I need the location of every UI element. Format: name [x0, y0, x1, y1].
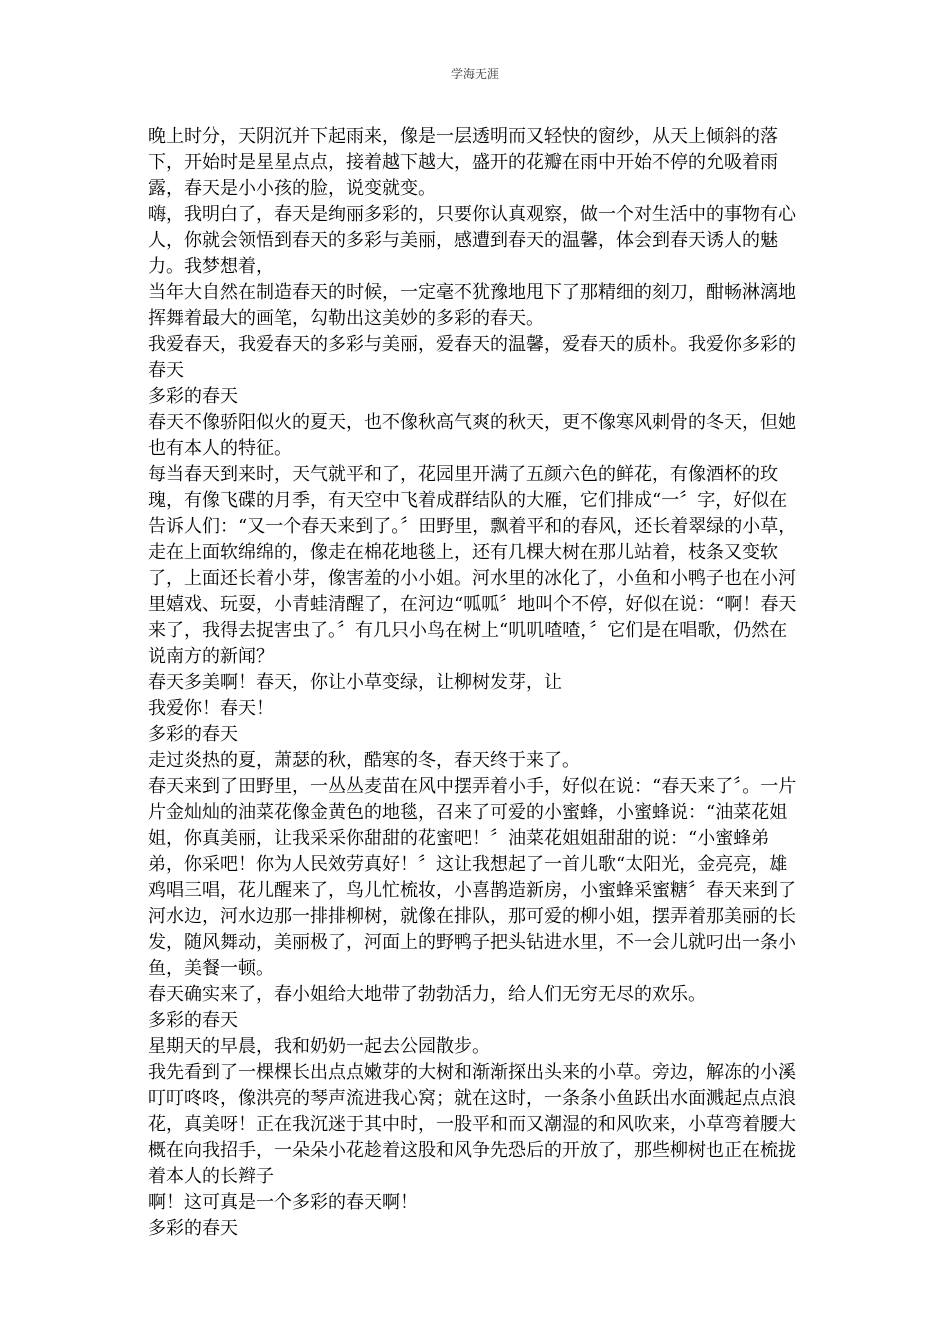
paragraph-nature-painting: 当年大自然在制造春天的时候，一定毫不犹豫地甩下了那精细的刻刀，酣畅淋漓地挥舞着最大的画笔，勾勒出这美妙的多彩的春天。 — [148, 282, 796, 329]
paragraph-exclamation: 啊！这可真是一个多彩的春天啊！ — [148, 1192, 418, 1213]
paragraph-seasons: 春天不像骄阳似火的夏天，也不像秋高气爽的秋天，更不像寒风刺骨的冬天，但她也有本人的特征。 — [148, 412, 796, 459]
paragraph-spring-arrives: 走过炎热的夏，萧瑟的秋，酷寒的冬，春天终于来了。 — [148, 750, 580, 771]
page-header: 学海无涯 — [450, 67, 499, 81]
paragraph-park-scene: 我先看到了一棵棵长出点点嫩芽的大树和渐渐探出头来的小草。旁边，解冻的小溪叮叮咚咚，像洪亮的琴声流进我心窝；就在这时，一条条小鱼跃出水面溅起点点浪花，真美呀！正在我沉迷于其中时，一股平和而又潮湿的和风吹来，小草弯着腰大概在向我招手，一朵朵小花趁着这股和风争先恐后的开放了，那些柳树也正在梳拢着本人的长辫子 — [148, 1062, 796, 1187]
paragraph-vitality: 春天确实来了，春小姐给大地带了勃勃活力，给人们无穷无尽的欢乐。 — [148, 984, 706, 1005]
paragraph-love-spring: 我爱春天，我爱春天的多彩与美丽，爱春天的温馨，爱春天的质朴。我爱你多彩的春天 — [148, 334, 796, 381]
paragraph-rainy-evening: 晚上时分，天阴沉并下起雨来，像是一层透明而又轻快的窗纱，从天上倾斜的落下，开始时是星星点点，接着越下越大，盛开的花瓣在雨中开始不停的允吸着雨露，春天是小小孩的脸，说变就变。 — [148, 126, 778, 199]
section-title: 多彩的春天 — [148, 1218, 238, 1239]
section-title: 多彩的春天 — [148, 386, 238, 407]
paragraph-garden: 每当春天到来时，天气就平和了，花园里开满了五颜六色的鲜花，有像酒杯的玫瑰，有像飞碟的月季，有天空中飞着成群结队的大雁，它们排成“一〞字，好似在告诉人们：“又一个春天来到了。〞田野里，飘着平和的春风，还长着翠绿的小草，走在上面软绵绵的，像走在棉花地毯上，还有几棵大树在那儿站着，枝条又变软了，上面还长着小芽，像害羞的小小姐。河水里的冰化了，小鱼和小鸭子也在小河里嬉戏、玩耍，小青蛙清醒了，在河边“呱呱〞地叫个不停，好似在说：“啊！春天来了，我得去捉害虫了。〞有几只小鸟在树上“叽叽喳喳，〞它们是在唱歌，仍然在说南方的新闻？ — [148, 464, 797, 667]
section-title: 多彩的春天 — [148, 724, 238, 745]
paragraph-i-love-you: 我爱你！春天！ — [148, 698, 274, 719]
paragraph-colorful-spring: 嗨，我明白了，春天是绚丽多彩的，只要你认真观察，做一个对生活中的事物有心人，你就会领悟到春天的多彩与美丽，感遭到春天的温馨，体会到春天诱人的魅力。我梦想着， — [148, 204, 796, 277]
paragraph-spring-beauty: 春天多美啊！春天，你让小草变绿，让柳树发芽，让 — [148, 672, 562, 693]
paragraph-fields: 春天来到了田野里，一丛丛麦苗在风中摆弄着小手，好似在说：“春天来了〞。一片片金灿灿的油菜花像金黄色的地毯，召来了可爱的小蜜蜂，小蜜蜂说：“油菜花姐姐，你真美丽，让我采采你甜甜的花蜜吧！〞油菜花姐姐甜甜的说：“小蜜蜂弟弟，你采吧！你为人民效劳真好！〞这让我想起了一首儿歌“太阳光，金亮亮，雄鸡唱三唱，花儿醒来了，鸟儿忙梳妆，小喜鹊造新房，小蜜蜂采蜜糖〞春天来到了河水边，河水边那一排排柳树，就像在排队，那可爱的柳小姐，摆弄着那美丽的长发，随风舞动，美丽极了，河面上的野鸭子把头钻进水里，不一会儿就叼出一条小鱼，美餐一顿。 — [148, 776, 797, 979]
section-title: 多彩的春天 — [148, 1010, 238, 1031]
paragraph-sunday-walk: 星期天的早晨，我和奶奶一起去公园散步。 — [148, 1036, 490, 1057]
document-body — [148, 124, 804, 1242]
